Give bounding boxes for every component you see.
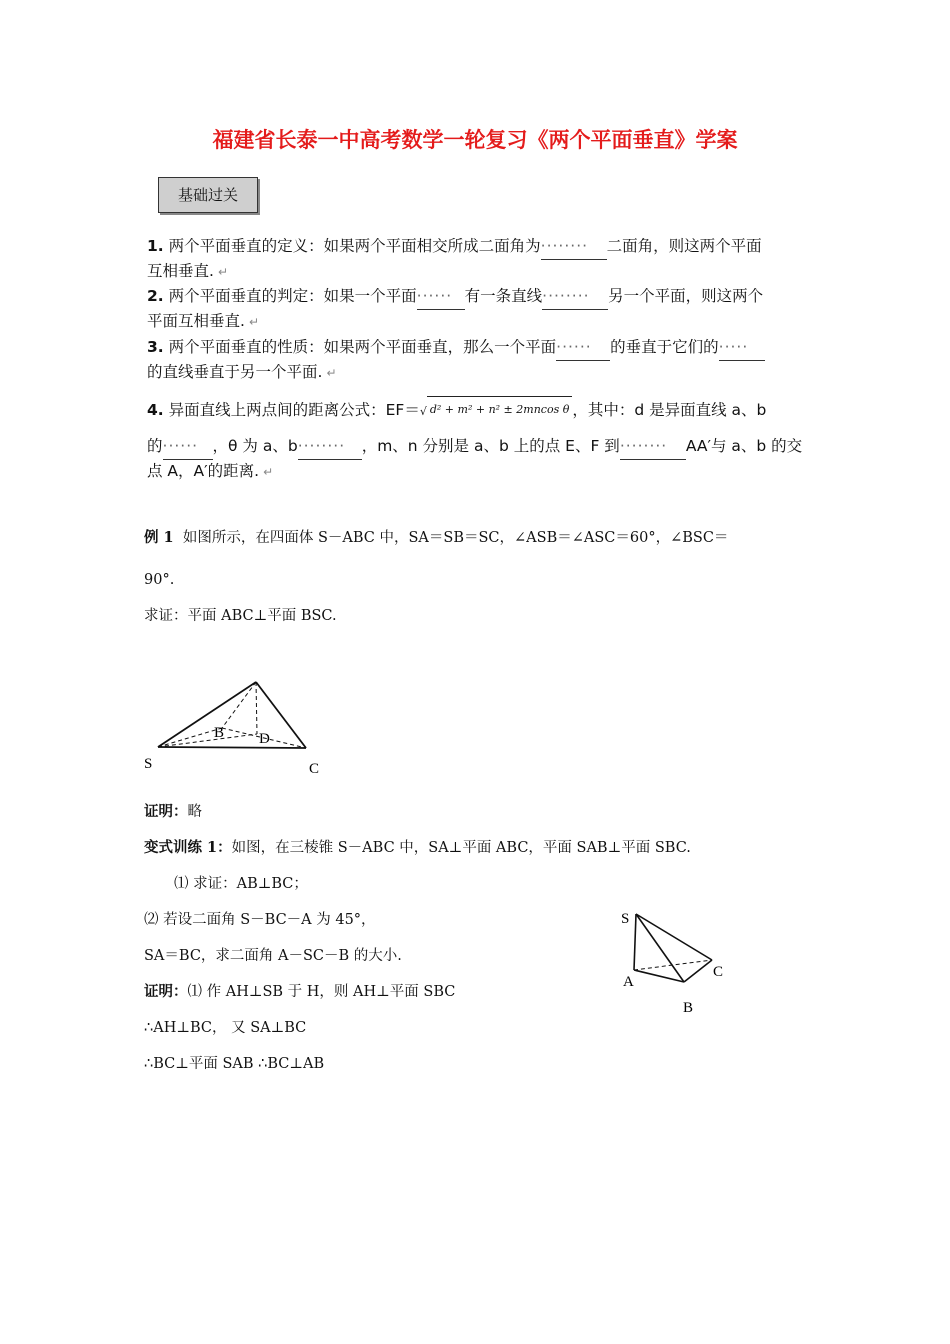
proof-text: 略 xyxy=(187,804,202,820)
example-1-label: 例 1 xyxy=(144,529,174,546)
def4-text-d: ，θ 为 a、b xyxy=(212,437,298,455)
def4-blank-3: ········ xyxy=(620,434,686,460)
edge-s-b xyxy=(158,728,222,747)
def2-blank-2: ········ xyxy=(542,284,608,310)
def2-number: 2. xyxy=(147,287,164,305)
def2-text-b: 有一条直线 xyxy=(464,287,543,305)
definition-1-line2 xyxy=(147,259,228,285)
return-mark-icon: ↵ xyxy=(326,366,337,380)
page-title: 福建省长泰一中高考数学一轮复习《两个平面垂直》学案 xyxy=(212,128,738,152)
variant-1-proof-line2: ∴AH⊥BC， 又 SA⊥BC xyxy=(144,1020,307,1036)
definition-1 xyxy=(147,234,762,260)
label-c: C xyxy=(309,761,320,777)
variant-1-label: 变式训练 1： xyxy=(144,839,232,856)
variant-1-q1: ⑴ 求证：AB⊥BC； xyxy=(174,876,308,892)
def4-text-b: ，其中：d 是异面直线 a、b xyxy=(572,401,767,419)
def2-blank-1: ······ xyxy=(417,284,465,310)
example-1-line1 xyxy=(144,528,728,548)
edge-s-c xyxy=(158,747,306,748)
section-label-box: 基础过关 xyxy=(158,177,258,213)
variant-proof-label: 证明： xyxy=(144,983,188,1000)
example-1-prove: 求证：平面 ABC⊥平面 BSC. xyxy=(144,608,337,624)
edge-s-a xyxy=(634,914,636,970)
definition-4-line2 xyxy=(147,434,802,460)
def3-blank-1: ······ xyxy=(556,335,610,361)
def2-text-d: 平面互相垂直. xyxy=(147,312,245,330)
definition-3-line2 xyxy=(147,360,337,386)
def4-text-g: 点 A，A′的距离. xyxy=(147,462,260,480)
def3-text-c: 的直线垂直于另一个平面. xyxy=(147,363,323,381)
return-mark-icon: ↵ xyxy=(217,265,228,279)
edge-s-c xyxy=(636,914,712,960)
edge-b-c xyxy=(684,960,712,982)
label-s: S xyxy=(144,756,153,772)
def4-text-c: 的 xyxy=(147,437,163,455)
def4-blank-1: ······ xyxy=(163,434,213,460)
label-c: C xyxy=(713,964,724,980)
formula-radicand: d² + m² + n² ± 2mncos θ xyxy=(427,396,572,422)
def3-number: 3. xyxy=(147,338,164,356)
def1-number: 1. xyxy=(147,237,164,255)
variant-proof-l1: ⑴ 作 AH⊥SB 于 H，则 AH⊥平面 SBC xyxy=(187,984,456,1000)
def1-text-c: 互相垂直. xyxy=(147,262,214,280)
label-b: B xyxy=(214,725,225,741)
def3-blank-2: ····· xyxy=(719,335,765,361)
def1-text-a: 两个平面垂直的定义：如果两个平面相交所成二面角为 xyxy=(168,237,541,255)
edge-s-d xyxy=(158,734,257,747)
definition-4-line3 xyxy=(147,459,273,485)
edge-apex-b xyxy=(222,682,256,728)
label-a: A xyxy=(623,974,634,990)
variant-1-q2a: ⑵ 若设二面角 S－BC－A 为 45°， xyxy=(144,912,376,928)
definition-2 xyxy=(147,284,763,310)
example-1-proof xyxy=(144,802,202,822)
def4-text-e: ，m、n 分别是 a、b 上的点 E、F 到 xyxy=(361,437,620,455)
variant-1-q2b: SA＝BC，求二面角 A－SC－B 的大小. xyxy=(144,948,402,964)
example-1-text-a: 如图所示，在四面体 S－ABC 中，SA＝SB＝SC，∠ASB＝∠ASC＝60°，∠BSC＝ xyxy=(182,530,729,546)
variant-1-proof-line1 xyxy=(144,982,455,1002)
definition-4 xyxy=(147,398,766,424)
def3-text-b: 的垂直于它们的 xyxy=(610,338,719,356)
def4-blank-2: ········ xyxy=(298,434,362,460)
distance-formula: √ d² + m² + n² ± 2mncos θ xyxy=(420,405,573,418)
proof-label: 证明： xyxy=(144,803,188,820)
label-d: D xyxy=(259,731,270,747)
label-b: B xyxy=(683,1000,694,1016)
def1-blank: ········ xyxy=(541,234,607,260)
return-mark-icon: ↵ xyxy=(248,315,259,329)
variant-1-proof-line3: ∴BC⊥平面 SAB ∴BC⊥AB xyxy=(144,1056,325,1072)
def1-text-b: 二面角，则这两个平面 xyxy=(606,237,762,255)
definition-2-line2 xyxy=(147,309,259,335)
altitude-dashed xyxy=(256,682,257,734)
variant-1-text: 如图，在三棱锥 S－ABC 中，SA⊥平面 ABC，平面 SAB⊥平面 SBC. xyxy=(231,840,691,856)
def2-text-a: 两个平面垂直的判定：如果一个平面 xyxy=(168,287,417,305)
definition-3 xyxy=(147,335,765,361)
pyramid-figure-2 xyxy=(612,902,732,1022)
tetrahedron-figure-1 xyxy=(140,670,340,785)
return-mark-icon: ↵ xyxy=(263,465,274,479)
label-s: S xyxy=(621,911,630,927)
def2-text-c: 另一个平面，则这两个 xyxy=(608,287,764,305)
def4-text-a: 异面直线上两点间的距离公式：EF＝ xyxy=(168,401,420,419)
def3-text-a: 两个平面垂直的性质：如果两个平面垂直，那么一个平面 xyxy=(168,338,557,356)
def4-text-f: AA′与 a、b 的交 xyxy=(685,437,803,455)
def4-number: 4. xyxy=(147,401,164,419)
edge-s-apex xyxy=(158,682,256,747)
variant-1-line1 xyxy=(144,838,691,858)
example-1-text-b: 90°. xyxy=(144,572,175,588)
